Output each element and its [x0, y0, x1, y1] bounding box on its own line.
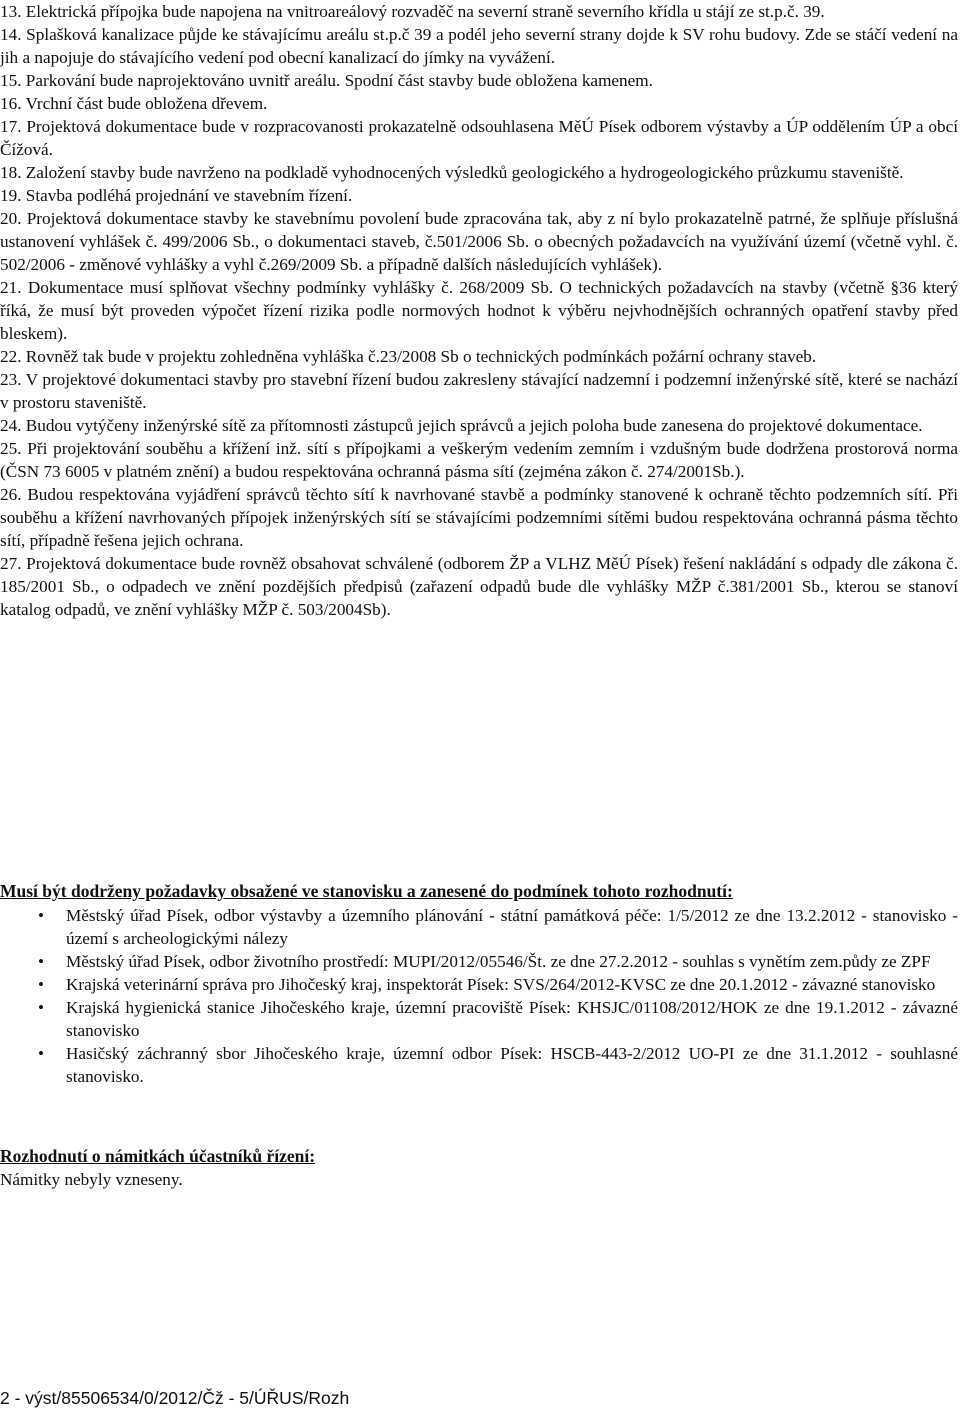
paragraph-17: 17. Projektová dokumentace bude v rozpracovanosti prokazatelně odsouhlasena MěÚ Písek odborem výstavby a ÚP oddělením ÚP a obcí Čížová.	[0, 117, 958, 159]
list-item-text: Městský úřad Písek, odbor životního prostředí: MUPI/2012/05546/Št. ze dne 27.2.2012 - souhlas s vynětím zem.půdy ze ZPF	[66, 952, 931, 971]
objections-text: Námitky nebyly vzneseny.	[0, 1170, 183, 1189]
list-item	[0, 904, 958, 950]
list-item	[0, 950, 958, 973]
bullet-icon: •	[38, 906, 45, 925]
paragraph-16: 16. Vrchní část bude obložena dřevem.	[0, 94, 268, 113]
paragraph-15: 15. Parkování bude naprojektováno uvnitř areálu. Spodní část stavby bude obložena kamenem.	[0, 71, 653, 90]
list-item	[0, 1042, 958, 1088]
objections-heading: Rozhodnutí o námitkách účastníků řízení:	[0, 1146, 316, 1166]
paragraph-13: 13. Elektrická přípojka bude napojena na vnitroareálový rozvaděč na severní straně severního křídla u stájí ze st.p.č. 39.	[0, 2, 825, 21]
paragraph-20: 20. Projektová dokumentace stavby ke stavebnímu povolení bude zpracována tak, aby z ní bylo prokazatelně patrné, že splňuje příslušná ustanovení vyhlášek č. 499/2006 Sb., o dokumentaci staveb, č.501/2006 Sb. o obecných požadavcích na využívání území (včetně vyhl. č. 502/2006 - změnové vyhlášky a vyhl č.269/2009 Sb. a případně dalších následujících vyhlášek).	[0, 209, 958, 274]
paragraph-22: 22. Rovněž tak bude v projektu zohledněna vyhláška č.23/2008 Sb o technických podmínkách požární ochrany staveb.	[0, 347, 817, 366]
list-item-text: Hasičský záchranný sbor Jihočeského kraje, územní odbor Písek: HSCB-443-2/2012 UO-PI ze dne 31.1.2012 - souhlasné stanovisko.	[66, 1044, 958, 1086]
list-item	[0, 973, 958, 996]
paragraph-26: 26. Budou respektována vyjádření správců těchto sítí k navrhované stavbě a podmínky stanovené k ochraně těchto podzemních sítí. Při souběhu a křížení navrhovaných přípojek inženýrských sítí se stávajícími podzemními sítěmi budou respektována ochranná pásma těchto sítí, případně řešena jejich ochrana.	[0, 485, 958, 550]
bullet-icon: •	[38, 1044, 45, 1063]
paragraph-19: 19. Stavba podléhá projednání ve stavebním řízení.	[0, 186, 353, 205]
conditions-paragraphs	[0, 0, 958, 621]
paragraph-21: 21. Dokumentace musí splňovat všechny podmínky vyhlášky č. 268/2009 Sb. O technických požadavcích na stavby (včetně §36 který říká, že musí být proveden výpočet řízení rizika podle normových hodnot k výběru nejvhodnějších ochranných opatření stavby před bleskem).	[0, 278, 958, 343]
list-item	[0, 996, 958, 1042]
bullet-icon: •	[38, 975, 45, 994]
conditions-list	[0, 904, 958, 1088]
paragraph-23: 23. V projektové dokumentaci stavby pro stavební řízení budou zakresleny stávající nadzemní i podzemní inženýrské sítě, které se nachází v prostoru staveniště.	[0, 370, 958, 412]
bullet-icon: •	[38, 998, 45, 1017]
list-item-text: Městský úřad Písek, odbor výstavby a územního plánování - státní památková péče: 1/5/2012 ze dne 13.2.2012 - stanovisko - území s archeologickými nálezy	[66, 906, 958, 948]
conditions-heading: Musí být dodrženy požadavky obsažené ve stanovisku a zanesené do podmínek tohoto rozhodnutí:	[0, 881, 733, 901]
paragraph-27: 27. Projektová dokumentace bude rovněž obsahovat schválené (odborem ŽP a VLHZ MěÚ Písek) řešení nakládání s odpady dle zákona č. 185/2001 Sb., o odpadech ve znění pozdějších předpisů (zařazení odpadů bude dle vyhlášky MŽP č.381/2001 Sb., kterou se stanoví katalog odpadů, ve znění vyhlášky MŽP č. 503/2004Sb).	[0, 554, 958, 619]
bullet-icon: •	[38, 952, 45, 971]
page-footer-reference: 2 - výst/85506534/0/2012/Čž - 5/ÚŘUS/Rozh	[0, 1388, 350, 1408]
list-item-text: Krajská hygienická stanice Jihočeského kraje, územní pracoviště Písek: KHSJC/01108/2012/HOK ze dne 19.1.2012 - závazné stanovisko	[66, 998, 958, 1040]
paragraph-14: 14. Splašková kanalizace půjde ke stávajícímu areálu st.p.č 39 a podél jeho severní strany dojde k SV rohu budovy. Zde se stáčí vedení na jih a napojuje do stávajícího vedení pod obecní kanalizací do jímky na vyvážení.	[0, 25, 958, 67]
paragraph-18: 18. Založení stavby bude navrženo na podkladě vyhodnocených výsledků geologického a hydrogeologického průzkumu staveniště.	[0, 163, 904, 182]
paragraph-24: 24. Budou vytýčeny inženýrské sítě za přítomnosti zástupců jejich správců a jejich poloha bude zanesena do projektové dokumentace.	[0, 416, 923, 435]
paragraph-25: 25. Při projektování souběhu a křížení inž. sítí s přípojkami a veškerým vedením zemním i vzdušným bude dodržena prostorová norma (ČSN 73 6005 v platném znění) a budou respektována ochranná pásma sítí (zejména zákon č. 274/2001Sb.).	[0, 439, 958, 481]
list-item-text: Krajská veterinární správa pro Jihočeský kraj, inspektorát Písek: SVS/264/2012-KVSC ze dne 20.1.2012 - závazné stanovisko	[66, 975, 936, 994]
